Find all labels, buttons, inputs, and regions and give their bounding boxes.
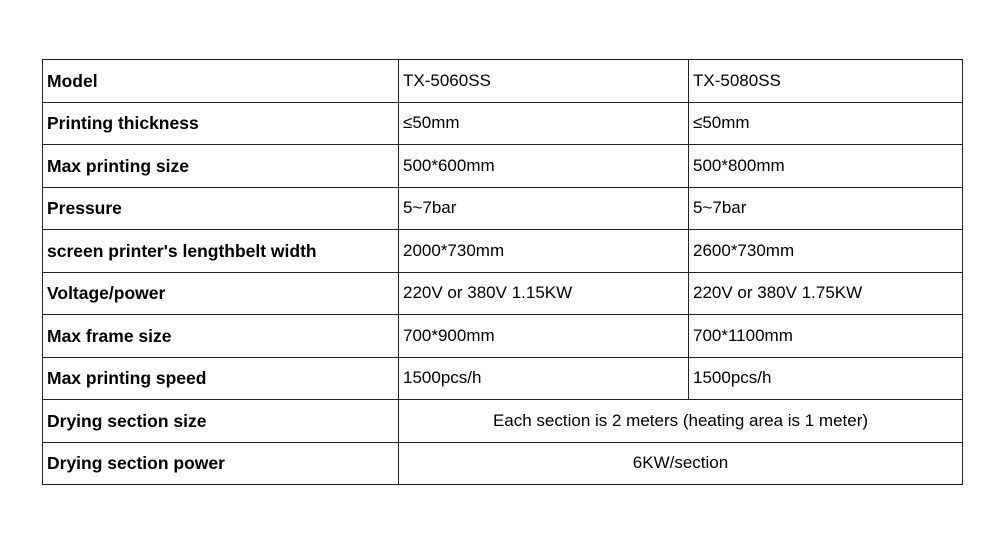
cell-value: 2000*730mm [399, 230, 689, 273]
cell-value: 220V or 380V 1.15KW [399, 272, 689, 315]
row-label: Model [43, 60, 399, 103]
row-label: screen printer's lengthbelt width [43, 230, 399, 273]
table-row-voltage-power [43, 272, 963, 315]
row-label: Max frame size [43, 315, 399, 358]
spec-table [42, 59, 963, 485]
cell-value: ≤50mm [689, 102, 963, 145]
cell-value: 700*1100mm [689, 315, 963, 358]
cell-value: 500*800mm [689, 145, 963, 188]
cell-value: 5~7bar [399, 187, 689, 230]
cell-value: 1500pcs/h [689, 357, 963, 400]
table-row-max-printing-speed [43, 357, 963, 400]
cell-merged-value: 6KW/section [399, 442, 963, 485]
table-row-max-printing-size [43, 145, 963, 188]
table-row-drying-section-size [43, 400, 963, 443]
table-row-model [43, 60, 963, 103]
cell-value: 700*900mm [399, 315, 689, 358]
table-row-length-belt-width [43, 230, 963, 273]
row-label: Pressure [43, 187, 399, 230]
cell-model-1: TX-5060SS [399, 60, 689, 103]
table-row-max-frame-size [43, 315, 963, 358]
cell-merged-value: Each section is 2 meters (heating area is 1 meter) [399, 400, 963, 443]
row-label: Drying section power [43, 442, 399, 485]
table-row-drying-section-power [43, 442, 963, 485]
row-label: Voltage/power [43, 272, 399, 315]
cell-value: 1500pcs/h [399, 357, 689, 400]
row-label: Printing thickness [43, 102, 399, 145]
cell-model-2: TX-5080SS [689, 60, 963, 103]
row-label: Max printing speed [43, 357, 399, 400]
row-label: Drying section size [43, 400, 399, 443]
row-label: Max printing size [43, 145, 399, 188]
cell-value: ≤50mm [399, 102, 689, 145]
cell-value: 500*600mm [399, 145, 689, 188]
cell-value: 2600*730mm [689, 230, 963, 273]
table-row-pressure [43, 187, 963, 230]
cell-value: 220V or 380V 1.75KW [689, 272, 963, 315]
cell-value: 5~7bar [689, 187, 963, 230]
table-row-printing-thickness [43, 102, 963, 145]
